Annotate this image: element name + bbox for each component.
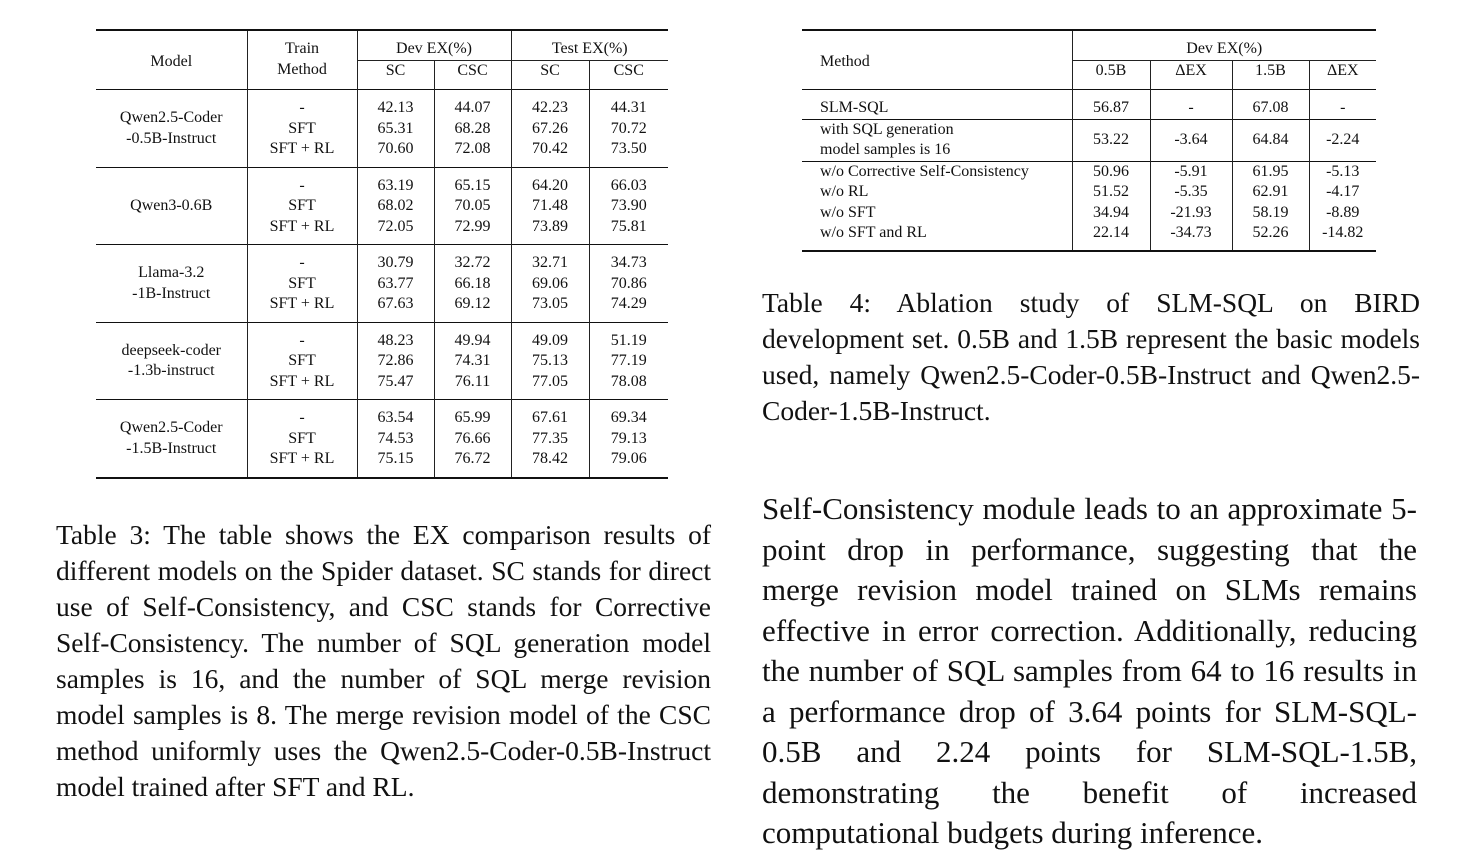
value-1-5b: 61.95 xyxy=(1232,161,1309,182)
dev-csc-value: 72.99 xyxy=(434,217,511,238)
value-0-5b: 56.87 xyxy=(1072,98,1150,119)
dev-sc-value: 30.79 xyxy=(357,253,434,274)
train-method: SFT xyxy=(247,119,357,140)
dev-csc-value: 72.08 xyxy=(434,139,511,160)
test-csc-value: 44.31 xyxy=(589,98,668,119)
table-row xyxy=(802,98,1376,119)
train-method: - xyxy=(247,408,357,429)
dev-sc-value: 74.53 xyxy=(357,429,434,450)
test-csc-value: 79.06 xyxy=(589,449,668,470)
test-csc-value: 70.86 xyxy=(589,274,668,295)
dev-sc-value: 72.05 xyxy=(357,217,434,238)
test-csc-value: 78.08 xyxy=(589,372,668,393)
test-csc-value: 73.50 xyxy=(589,139,668,160)
header-method: Method xyxy=(820,52,870,70)
model-name-cell xyxy=(96,98,247,160)
test-sc-value: 71.48 xyxy=(511,196,589,217)
dev-sc-value: 68.02 xyxy=(357,196,434,217)
test-csc-value: 73.90 xyxy=(589,196,668,217)
table-row xyxy=(96,253,668,274)
header-dev-sc: SC xyxy=(357,60,434,90)
model-name-line2: -1.5B-Instruct xyxy=(126,439,217,457)
train-method: - xyxy=(247,176,357,197)
test-sc-value: 67.61 xyxy=(511,408,589,429)
value-0-5b: 22.14 xyxy=(1072,223,1150,251)
test-sc-value: 78.42 xyxy=(511,449,589,470)
model-name-line1: Qwen3-0.6B xyxy=(130,197,213,214)
test-csc-value: 75.81 xyxy=(589,217,668,238)
dev-csc-value: 49.94 xyxy=(434,331,511,352)
test-sc-value: 42.23 xyxy=(511,98,589,119)
value-1-5b: 67.08 xyxy=(1232,98,1309,119)
table-row xyxy=(802,182,1376,203)
test-sc-value: 73.89 xyxy=(511,217,589,238)
table-4-grid xyxy=(802,29,1376,252)
method-name: w/o Corrective Self-Consistency xyxy=(820,162,1029,180)
test-sc-value: 77.05 xyxy=(511,372,589,393)
method-name-line2: model samples is 16 xyxy=(820,141,951,158)
dev-sc-value: 65.31 xyxy=(357,119,434,140)
value-1-5b: 62.91 xyxy=(1232,182,1309,203)
table-4 xyxy=(802,29,1376,252)
test-sc-value: 69.06 xyxy=(511,274,589,295)
dev-sc-value: 48.23 xyxy=(357,331,434,352)
model-name-cell xyxy=(96,253,247,315)
train-method: SFT xyxy=(247,351,357,372)
delta-0-5b: -3.64 xyxy=(1150,119,1232,161)
table-row xyxy=(802,203,1376,224)
body-paragraph: Self-Consistency module leads to an approximate 5-point drop in performance, suggesting that the merge revision model trained on SLMs remains effective in error correction. Additionally, reducing the number of SQL samples from 64 to 16 results in a performance drop of 3.64 points for SLM-SQL-0.5B and 2.24 points for SLM-SQL-1.5B, demonstrating the benefit of increased computational budgets during inference. xyxy=(762,491,1417,850)
value-1-5b: 58.19 xyxy=(1232,203,1309,224)
method-name xyxy=(802,119,1072,161)
train-method: SFT + RL xyxy=(247,294,357,315)
method-name: w/o SFT xyxy=(820,203,876,221)
delta-1-5b: -8.89 xyxy=(1309,203,1376,224)
dev-csc-value: 69.12 xyxy=(434,294,511,315)
test-csc-value: 51.19 xyxy=(589,331,668,352)
dev-sc-value: 75.15 xyxy=(357,449,434,470)
table-3-grid xyxy=(96,29,668,479)
train-method: - xyxy=(247,98,357,119)
delta-1-5b: -2.24 xyxy=(1309,119,1376,161)
test-csc-value: 66.03 xyxy=(589,176,668,197)
dev-sc-value: 63.77 xyxy=(357,274,434,295)
value-0-5b: 51.52 xyxy=(1072,182,1150,203)
test-sc-value: 49.09 xyxy=(511,331,589,352)
delta-1-5b: - xyxy=(1309,98,1376,119)
train-method: SFT + RL xyxy=(247,449,357,470)
header-test-ex: Test EX(%) xyxy=(511,30,668,60)
dev-csc-value: 65.99 xyxy=(434,408,511,429)
header-delta-ex: ΔEX xyxy=(1309,60,1376,90)
delta-0-5b: - xyxy=(1150,98,1232,119)
delta-0-5b: -34.73 xyxy=(1150,223,1232,251)
dev-csc-value: 76.72 xyxy=(434,449,511,470)
test-csc-value: 79.13 xyxy=(589,429,668,450)
method-name-line1: with SQL generation xyxy=(820,120,954,138)
dev-csc-value: 32.72 xyxy=(434,253,511,274)
header-model: Model xyxy=(150,52,193,70)
delta-0-5b: -5.91 xyxy=(1150,161,1232,182)
method-name: w/o SFT and RL xyxy=(820,224,927,241)
dev-sc-value: 72.86 xyxy=(357,351,434,372)
model-name-cell xyxy=(96,408,247,470)
dev-sc-value: 42.13 xyxy=(357,98,434,119)
test-csc-value: 69.34 xyxy=(589,408,668,429)
header-train-line1: Train xyxy=(247,30,357,60)
dev-sc-value: 63.54 xyxy=(357,408,434,429)
model-name-line1: Qwen2.5-Coder xyxy=(119,109,223,127)
header-dev-ex: Dev EX(%) xyxy=(1072,30,1376,60)
table-row xyxy=(802,223,1376,251)
dev-csc-value: 76.66 xyxy=(434,429,511,450)
value-1-5b: 64.84 xyxy=(1232,119,1309,161)
table-row xyxy=(96,176,668,197)
dev-csc-value: 68.28 xyxy=(434,119,511,140)
test-sc-value: 67.26 xyxy=(511,119,589,140)
method-name: w/o RL xyxy=(820,183,869,200)
value-0-5b: 50.96 xyxy=(1072,161,1150,182)
value-0-5b: 34.94 xyxy=(1072,203,1150,224)
delta-0-5b: -5.35 xyxy=(1150,182,1232,203)
dev-sc-value: 75.47 xyxy=(357,372,434,393)
method-name: SLM-SQL xyxy=(820,99,889,116)
table-3-caption: Table 3: The table shows the EX comparison results of different models on the Spider dataset. SC stands for direct use of Self-Consistency, and CSC stands for Corrective Self-Consistency. The number of SQL generation model samples is 16, and the number of SQL merge revision model samples is 8. The merge revision model of the CSC method uniformly uses the Qwen2.5-Coder-0.5B-Instruct model trained after SFT and RL. xyxy=(56,519,711,802)
model-name-line1: deepseek-coder xyxy=(121,341,221,359)
header-train-line2: Method xyxy=(247,60,357,90)
dev-sc-value: 70.60 xyxy=(357,139,434,160)
train-method: SFT + RL xyxy=(247,372,357,393)
table-row xyxy=(802,161,1376,182)
table-row xyxy=(96,331,668,352)
dev-csc-value: 66.18 xyxy=(434,274,511,295)
train-method: - xyxy=(247,331,357,352)
test-sc-value: 32.71 xyxy=(511,253,589,274)
value-1-5b: 52.26 xyxy=(1232,223,1309,251)
delta-1-5b: -5.13 xyxy=(1309,161,1376,182)
test-sc-value: 77.35 xyxy=(511,429,589,450)
dev-csc-value: 76.11 xyxy=(434,372,511,393)
model-name-line2: -0.5B-Instruct xyxy=(126,129,217,147)
header-dev-csc: CSC xyxy=(434,60,511,90)
table-3 xyxy=(96,29,668,479)
model-name-line1: Qwen2.5-Coder xyxy=(119,419,223,437)
dev-csc-value: 70.05 xyxy=(434,196,511,217)
header-0-5b: 0.5B xyxy=(1072,60,1150,90)
dev-sc-value: 67.63 xyxy=(357,294,434,315)
dev-sc-value: 63.19 xyxy=(357,176,434,197)
train-method: - xyxy=(247,253,357,274)
test-sc-value: 70.42 xyxy=(511,139,589,160)
train-method: SFT + RL xyxy=(247,139,357,160)
train-method: SFT + RL xyxy=(247,217,357,238)
header-1-5b: 1.5B xyxy=(1232,60,1309,90)
test-csc-value: 77.19 xyxy=(589,351,668,372)
dev-csc-value: 44.07 xyxy=(434,98,511,119)
model-name-cell xyxy=(96,176,247,238)
train-method: SFT xyxy=(247,274,357,295)
value-0-5b: 53.22 xyxy=(1072,119,1150,161)
model-name-line2: -1B-Instruct xyxy=(132,284,211,302)
test-sc-value: 75.13 xyxy=(511,351,589,372)
table-row xyxy=(96,98,668,119)
test-sc-value: 64.20 xyxy=(511,176,589,197)
header-delta-ex: ΔEX xyxy=(1150,60,1232,90)
test-csc-value: 34.73 xyxy=(589,253,668,274)
test-csc-value: 74.29 xyxy=(589,294,668,315)
model-name-cell xyxy=(96,331,247,393)
dev-csc-value: 74.31 xyxy=(434,351,511,372)
delta-0-5b: -21.93 xyxy=(1150,203,1232,224)
table-row xyxy=(802,119,1376,161)
train-method: SFT xyxy=(247,429,357,450)
dev-csc-value: 65.15 xyxy=(434,176,511,197)
train-method: SFT xyxy=(247,196,357,217)
header-test-sc: SC xyxy=(511,60,589,90)
header-dev-ex: Dev EX(%) xyxy=(357,30,511,60)
table-4-caption: Table 4: Ablation study of SLM-SQL on BIRD development set. 0.5B and 1.5B represent the basic models used, namely Qwen2.5-Coder-0.5B-Instruct and Qwen2.5-Coder-1.5B-Instruct. xyxy=(762,287,1420,426)
table-row xyxy=(96,408,668,429)
delta-1-5b: -4.17 xyxy=(1309,182,1376,203)
delta-1-5b: -14.82 xyxy=(1309,223,1376,251)
header-test-csc: CSC xyxy=(589,60,668,90)
model-name-line2: -1.3b-instruct xyxy=(127,362,215,380)
test-sc-value: 73.05 xyxy=(511,294,589,315)
model-name-line1: Llama-3.2 xyxy=(138,264,205,282)
test-csc-value: 70.72 xyxy=(589,119,668,140)
